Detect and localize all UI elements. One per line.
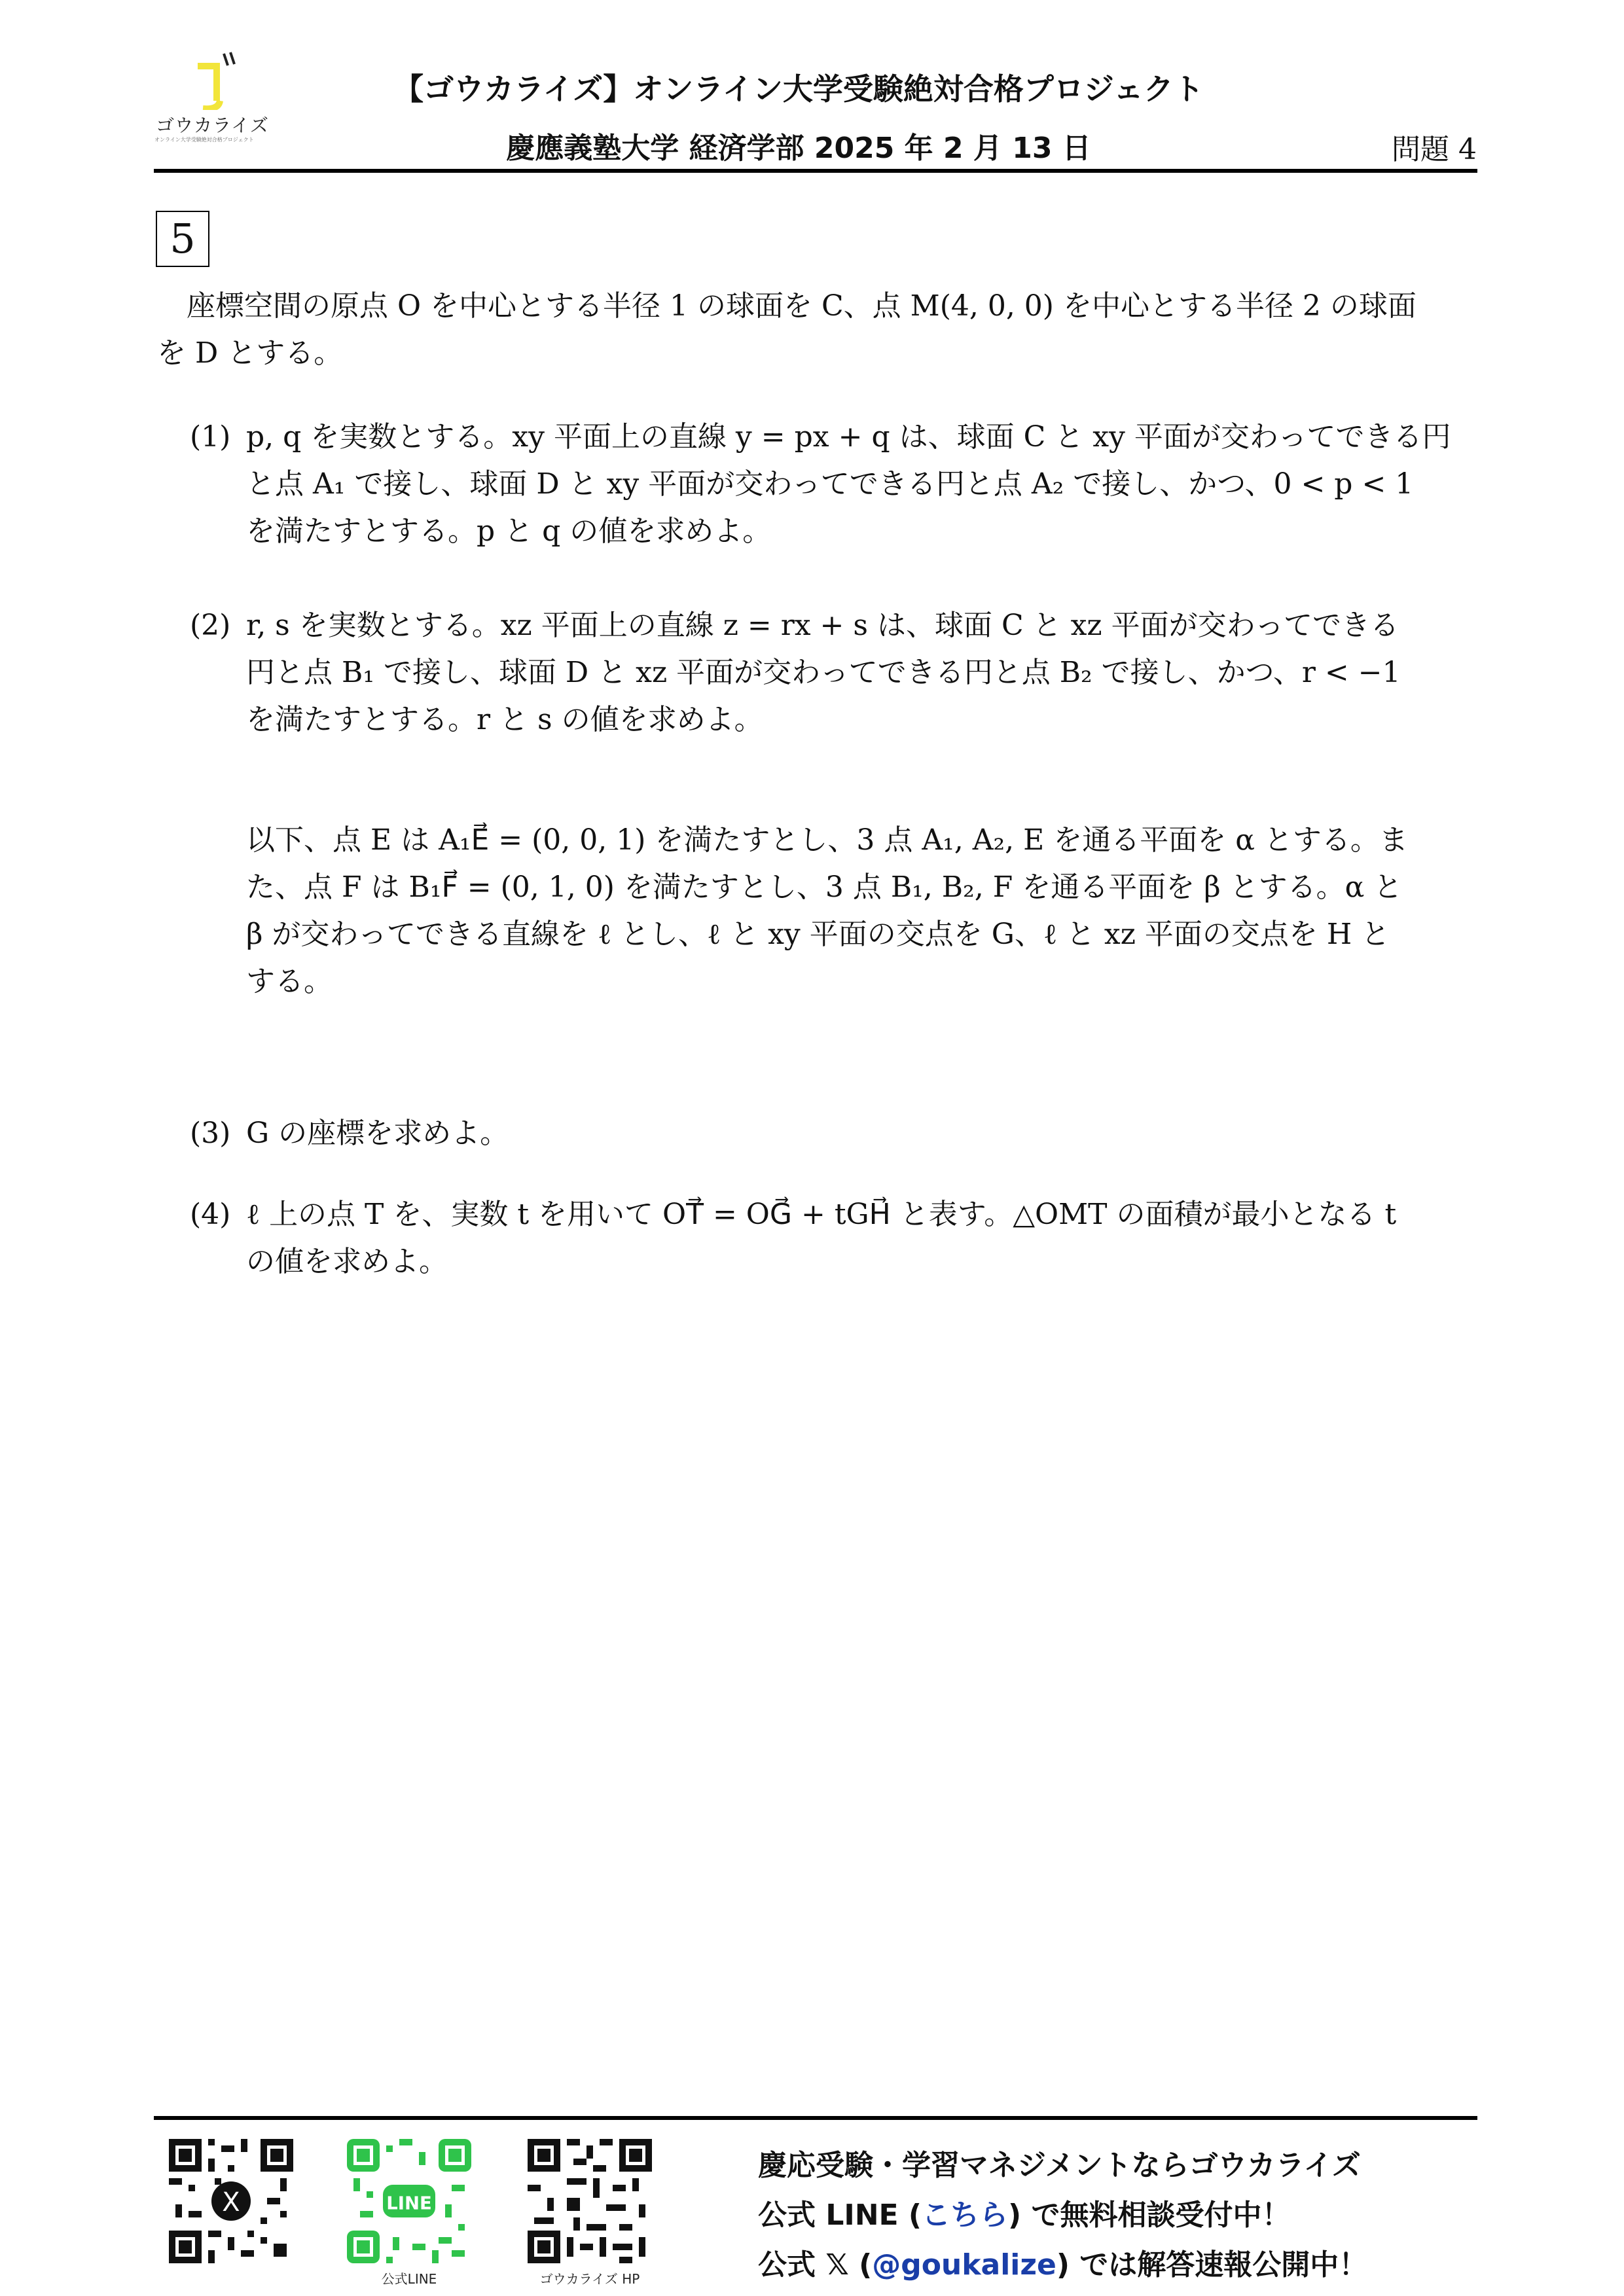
qr-line-label: 公式LINE: [381, 2271, 437, 2287]
setup-line: た、点 F は B₁F⃗ = (0, 1, 0) を満たすとし、3 点 B₁, B₂, F を通る平面を β とする。α と: [246, 870, 1403, 904]
question-line: と点 A₁ で接し、球面 D と xy 平面が交わってできる円と点 A₂ で接し、かつ、0 < p < 1: [246, 467, 1414, 501]
qr-hp-label: ゴウカライズ HP: [539, 2271, 640, 2287]
logo-subtext: オンライン大学受験絶対合格プロジェクト: [154, 137, 254, 143]
question-line: r, s を実数とする。xz 平面上の直線 z = rx + s は、球面 C と xz 平面が交わってできる: [246, 609, 1399, 642]
question-3-label: (3): [190, 1117, 231, 1150]
svg-text:X: X: [222, 2187, 240, 2217]
setup-line: する。: [246, 965, 333, 998]
goukalize-logo: [151, 51, 281, 149]
line-link[interactable]: こちら: [922, 2198, 1009, 2232]
problem-setup: [246, 817, 1479, 1005]
question-line: ℓ 上の点 T を、実数 t を用いて OT⃗ = OG⃗ + tGH⃗ と表す。△OMT の面積が最小となる t: [246, 1198, 1397, 1231]
problem-number-box: 5: [156, 211, 209, 267]
footer-line-3-post: ) では解答速報公開中！: [1056, 2248, 1368, 2282]
hp-qr-code[interactable]: [528, 2139, 662, 2287]
setup-line: 以下、点 E は A₁E⃗ = (0, 0, 1) を満たすとし、3 点 A₁, A₂, E を通る平面を α とする。ま: [246, 823, 1408, 857]
header-rule: [154, 169, 1477, 173]
question-3: [190, 1110, 1479, 1157]
question-2-label: (2): [190, 609, 231, 642]
question-line: の値を求めよ。: [246, 1245, 448, 1278]
question-line: を満たすとする。r と s の値を求めよ。: [246, 703, 763, 736]
problem-intro: [157, 283, 1479, 377]
x-account-link[interactable]: @goukalize: [872, 2248, 1056, 2282]
footer-line-3: [758, 2241, 1367, 2283]
footer-line-2-post: ) で無料相談受付中！: [1008, 2198, 1291, 2232]
question-line: G の座標を求めよ。: [246, 1117, 509, 1150]
qr-x-icon: [169, 2139, 293, 2263]
intro-line: 座標空間の原点 O を中心とする半径 1 の球面を C、点 M(4, 0, 0) を中心とする半径 2 の球面: [187, 289, 1416, 323]
question-line: を満たすとする。p と q の値を求めよ。: [246, 514, 772, 548]
header-subtitle: 慶應義塾大学 経済学部 2025 年 2 月 13 日: [506, 132, 1091, 165]
line-qr-code[interactable]: [347, 2139, 481, 2287]
footer-line-3-pre: 公式 𝕏 (: [758, 2248, 873, 2282]
logo-mark-icon: [151, 51, 281, 110]
question-line: p, q を実数とする。xy 平面上の直線 y = px + q は、球面 C と xy 平面が交わってできる円: [246, 420, 1451, 454]
setup-line: β が交わってできる直線を ℓ とし、ℓ と xy 平面の交点を G、ℓ と xz 平面の交点を H と: [246, 918, 1390, 951]
footer-line-2-pre: 公式 LINE (: [758, 2198, 922, 2232]
question-4: [190, 1191, 1479, 1285]
question-line: 円と点 B₁ で接し、球面 D と xz 平面が交わってできる円と点 B₂ で接し、かつ、r < −1: [246, 656, 1401, 689]
qr-line-icon: [347, 2139, 471, 2263]
qr-hp-icon: [528, 2139, 652, 2263]
x-qr-code[interactable]: [169, 2139, 293, 2266]
header-title: 【ゴウカライズ】オンライン大学受験絶対合格プロジェクト: [393, 71, 1204, 107]
question-2: [190, 602, 1479, 744]
svg-text:LINE: LINE: [386, 2193, 432, 2214]
problem-page-number: 問題 4: [1392, 133, 1477, 166]
question-4-label: (4): [190, 1198, 231, 1231]
footer-line-2: [758, 2191, 1290, 2233]
question-1: [190, 414, 1479, 555]
intro-line: を D とする。: [157, 336, 343, 370]
question-1-label: (1): [190, 420, 231, 454]
logo-text: ゴウカライズ: [156, 115, 269, 136]
footer-rule: [154, 2116, 1477, 2120]
footer-line-1: 慶応受験・学習マネジメントならゴウカライズ: [758, 2149, 1361, 2182]
